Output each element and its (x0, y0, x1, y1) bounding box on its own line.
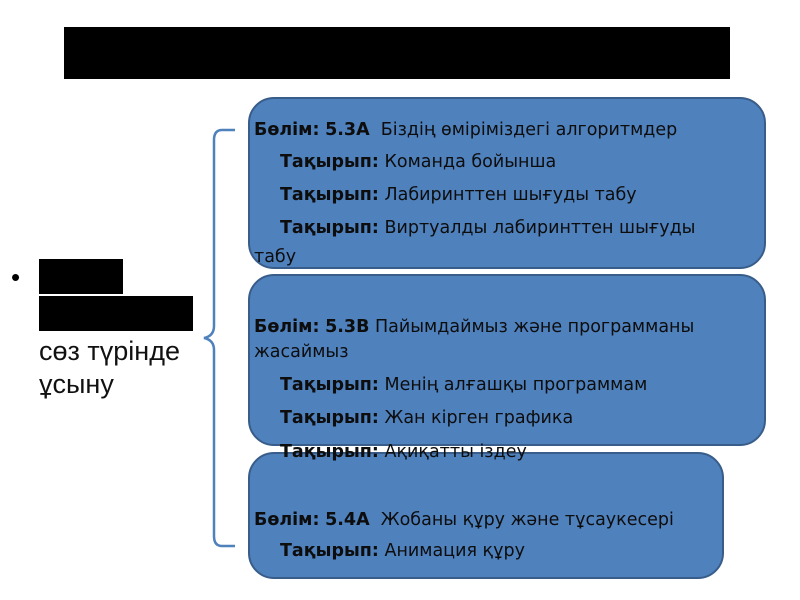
section3-title: Жобаны құру және тұсаукесері (380, 510, 674, 530)
section2-topic-3: Тақырып: Ақиқатты іздеу (280, 442, 527, 462)
section3-topic-1: Тақырып: Анимация құру (280, 541, 525, 561)
section2-label: Бөлім: (254, 317, 320, 337)
bullet-text-line-2: ұсыну (39, 369, 114, 399)
section3-heading (254, 509, 674, 531)
section1-heading (254, 119, 677, 141)
section1-label: Бөлім: (254, 120, 320, 140)
section3-code: 5.4A (325, 510, 370, 530)
section2-code: 5.3B (325, 317, 370, 337)
section1-topic-3: Тақырып: Виртуалды лабиринттен шығуды (280, 218, 696, 238)
section2-topic-1: Тақырып: Менің алғашқы программам (280, 375, 648, 395)
section2-title-tail: жасаймыз (254, 342, 349, 362)
bullet-text-line-1: сөз түрінде (39, 336, 180, 366)
section2-title: Пайымдаймыз және программаны (374, 317, 695, 337)
section2-topic-2: Тақырып: Жан кірген графика (280, 408, 574, 428)
section3-label: Бөлім: (254, 510, 320, 530)
section1-topic-1: Тақырып: Команда бойынша (280, 152, 557, 172)
section2-heading (254, 316, 694, 338)
section1-topic-2: Тақырып: Лабиринттен шығуды табу (280, 185, 637, 205)
section1-code: 5.3A (325, 120, 370, 140)
bullet-dot: • (11, 262, 21, 292)
section1-title: Біздің өміріміздегі алгоритмдер (380, 120, 678, 140)
section1-topic-3-tail: табу (254, 247, 297, 267)
